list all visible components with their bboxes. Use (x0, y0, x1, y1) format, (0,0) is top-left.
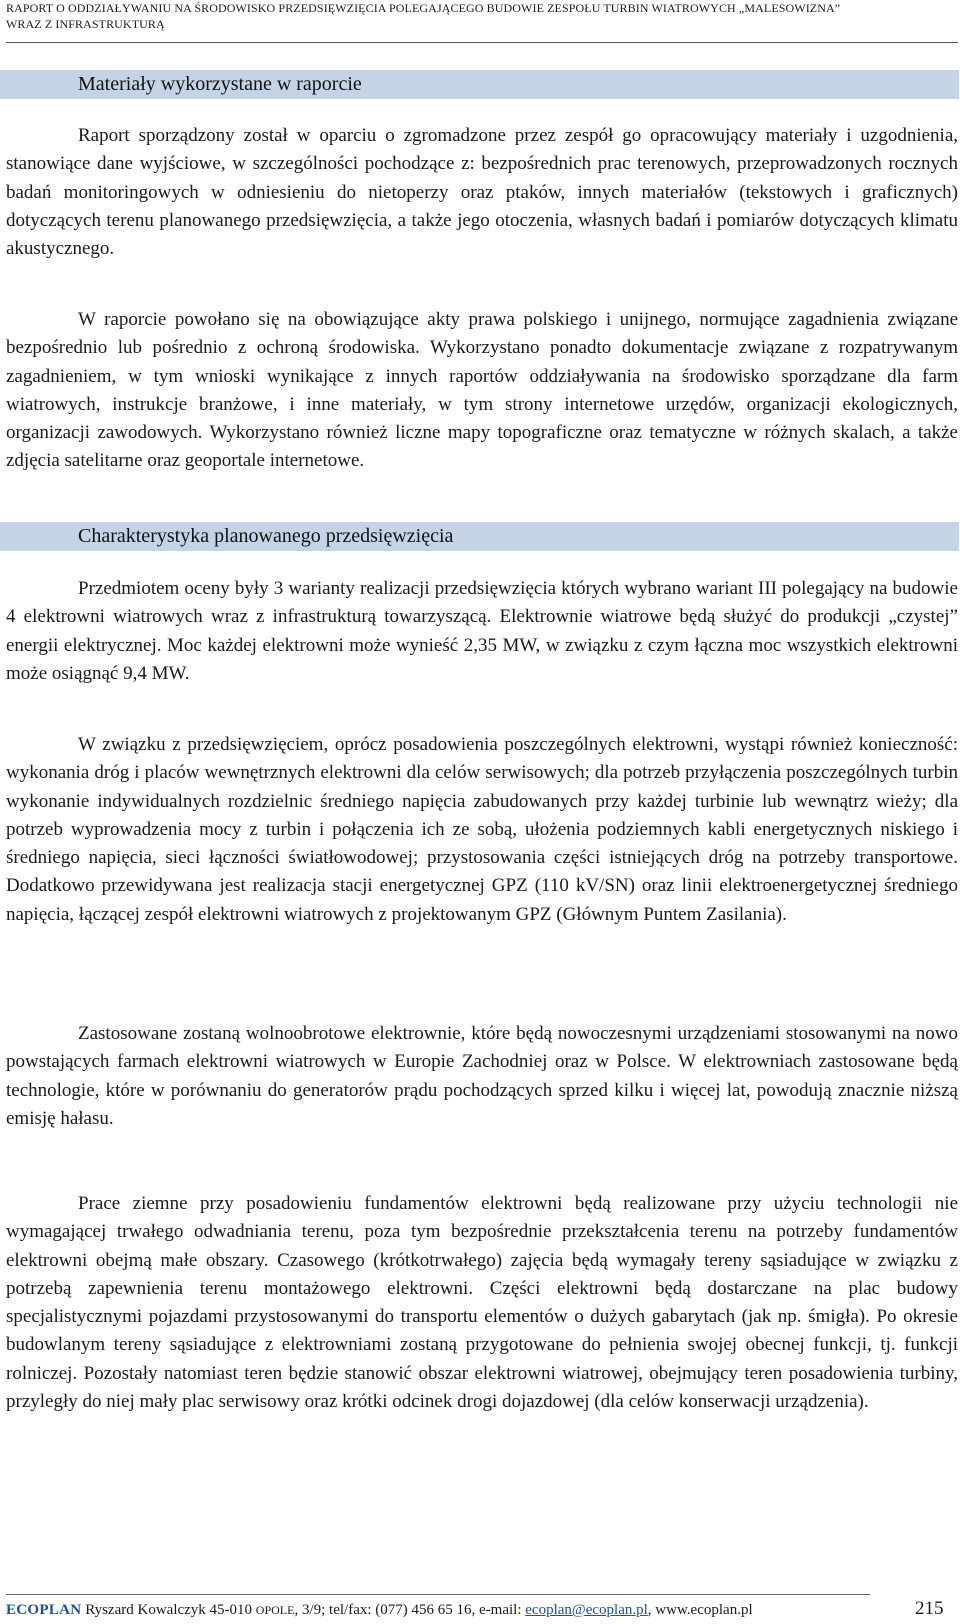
paragraph: W raporcie powołano się na obowiązujące akty prawa polskiego i unijnego, normujące zagadnienia związane bezpośrednio lub pośrednio z ochroną środowiska. Wykorzystano ponadto dokumentacje związane z rozpatrywanym zagadnieniem, w tym wnioski wynikające z innych raportów oddziaływania na środowisko sporządzane dla farm wiatrowych, instrukcje branżowe, i inne materiały, w tym strony internetowe urzędów, organizacji ekologicznych, organizacji zawodowych. Wykorzystano również liczne mapy topograficzne oraz tematyczne w różnych skalach, a także zdjęcia satelitarne oraz geoportale internetowe. (6, 309, 958, 472)
section-title: Charakterystyka planowanego przedsięwzięcia (78, 525, 454, 547)
section-heading-project (0, 522, 959, 551)
section-title: Materiały wykorzystane w raporcie (78, 73, 362, 95)
footer-name: Ryszard Kowalczyk (85, 1602, 206, 1618)
footer-brand: ECOPLAN (6, 1602, 82, 1618)
header-line-2: WRAZ Z INFRASTRUKTURĄ (6, 17, 165, 31)
footer-contact (6, 1600, 753, 1620)
paragraph: Zastosowane zostaną wolnoobrotowe elektrownie, które będą nowoczesnymi urządzeniami stosowanymi na nowo powstających farmach elektrowni wiatrowych w Europie Zachodniej oraz w Polsce. W elektrowniach zastosowane będą technologie, które w porównaniu do generatorów prądu pochodzących sprzed kilku i więcej lat, powodują znacznie niższą emisję hałasu. (6, 1023, 958, 1129)
paragraph: W związku z przedsięwzięciem, oprócz posadowienia poszczególnych elektrowni, wystąpi również konieczność: wykonania dróg i placów wewnętrznych elektrowni dla celów serwisowych; dla potrzeb przyłączenia poszczególnych turbin wykonanie indywidualnych rozdzielnic średniego napięcia zabudowanych przy każdej turbinie lub wewnątrz wieży; dla potrzeb wyprowadzenia mocy z turbin i połączenia ich ze sobą, ułożenia podziemnych kabli energetycznych niskiego i średniego napięcia, sieci łączności światłowodowej; przystosowania części istniejących dróg na potrzeby transportowe. Dodatkowo przewidywana jest realizacja stacji energetycznej GPZ (110 kV/SN) oraz linii elektroenergetycznej średniego napięcia, łączącej zespół elektrowni wiatrowych z projektowanym GPZ (Głównym Puntem Zasilania). (6, 734, 958, 925)
page-number: 215 (915, 1598, 944, 1619)
footer-city: OPOLE (255, 1603, 295, 1617)
paragraph: Raport sporządzony został w oparciu o zgromadzone przez zespół go opracowujący materiały i uzgodnienia, stanowiące dane wyjściowe, w szczególności pochodzące z: bezpośrednich prac terenowych, przeprowadzonych rocznych badań monitoringowych w odniesieniu do nietoperzy oraz ptaków, innych materiałów (tekstowych i graficznych) dotyczących terenu planowanego przedsięwzięcia, a także jego otoczenia, własnych badań i pomiarów dotyczących klimatu akustycznego. (6, 125, 958, 260)
footer-rule (6, 1594, 870, 1595)
running-header (6, 0, 958, 43)
page-footer (0, 1594, 960, 1624)
footer-website[interactable]: , www.ecoplan.pl (647, 1602, 753, 1618)
paragraph: Przedmiotem oceny były 3 warianty realizacji przedsięwzięcia których wybrano wariant III polegający na budowie 4 elektrowni wiatrowych wraz z infrastrukturą towarzyszącą. Elektrownie wiatrowe będą służyć do produkcji „czystej” energii elektrycznej. Moc każdej elektrowni może wynieść 2,35 MW, w związku z czym łączna moc wszystkich elektrowni może osiągnąć 9,4 MW. (6, 578, 958, 684)
header-line-1: RAPORT O ODDZIAŁYWANIU NA ŚRODOWISKO PRZEDSIĘWZIĘCIA POLEGAJĄCEGO BUDOWIE ZESPOŁU TURBIN WIATROWYCH „MALESOWIZNA” (6, 1, 841, 15)
section-heading-materials (0, 70, 959, 99)
footer-email-link[interactable]: ecoplan@ecoplan.pl (525, 1602, 648, 1618)
footer-postcode: 45-010 (209, 1602, 253, 1618)
footer-address: , 3/9; tel/fax: (077) 456 65 16, e-mail: (294, 1602, 522, 1618)
paragraph: Prace ziemne przy posadowieniu fundamentów elektrowni będą realizowane przy użyciu technologii nie wymagającej trwałego odwadniania terenu, poza tym bezpośrednie przekształcenia terenu na potrzeby fundamentów elektrowni obejmą małe obszary. Czasowego (krótkotrwałego) zajęcia będą wymagały tereny sąsiadujące w związku z potrzebą zapewnienia terenu montażowego elektrowni. Części elektrowni będą dostarczane na plac budowy specjalistycznymi pojazdami przystosowanymi do transportu elementów o dużych gabarytach (jak np. śmigła). Po okresie budowlanym tereny sąsiadujące z elektrowniami zostaną przygotowane do pełnienia swojej obecnej funkcji, tj. funkcji rolniczej. Pozostały natomiast teren będzie stanowić obszar elektrowni wiatrowej, obejmujący teren posadowienia turbiny, przyległy do niej mały plac serwisowy oraz krótki odcinek drogi dojazdowej (dla celów konserwacji urządzenia). (6, 1193, 958, 1413)
